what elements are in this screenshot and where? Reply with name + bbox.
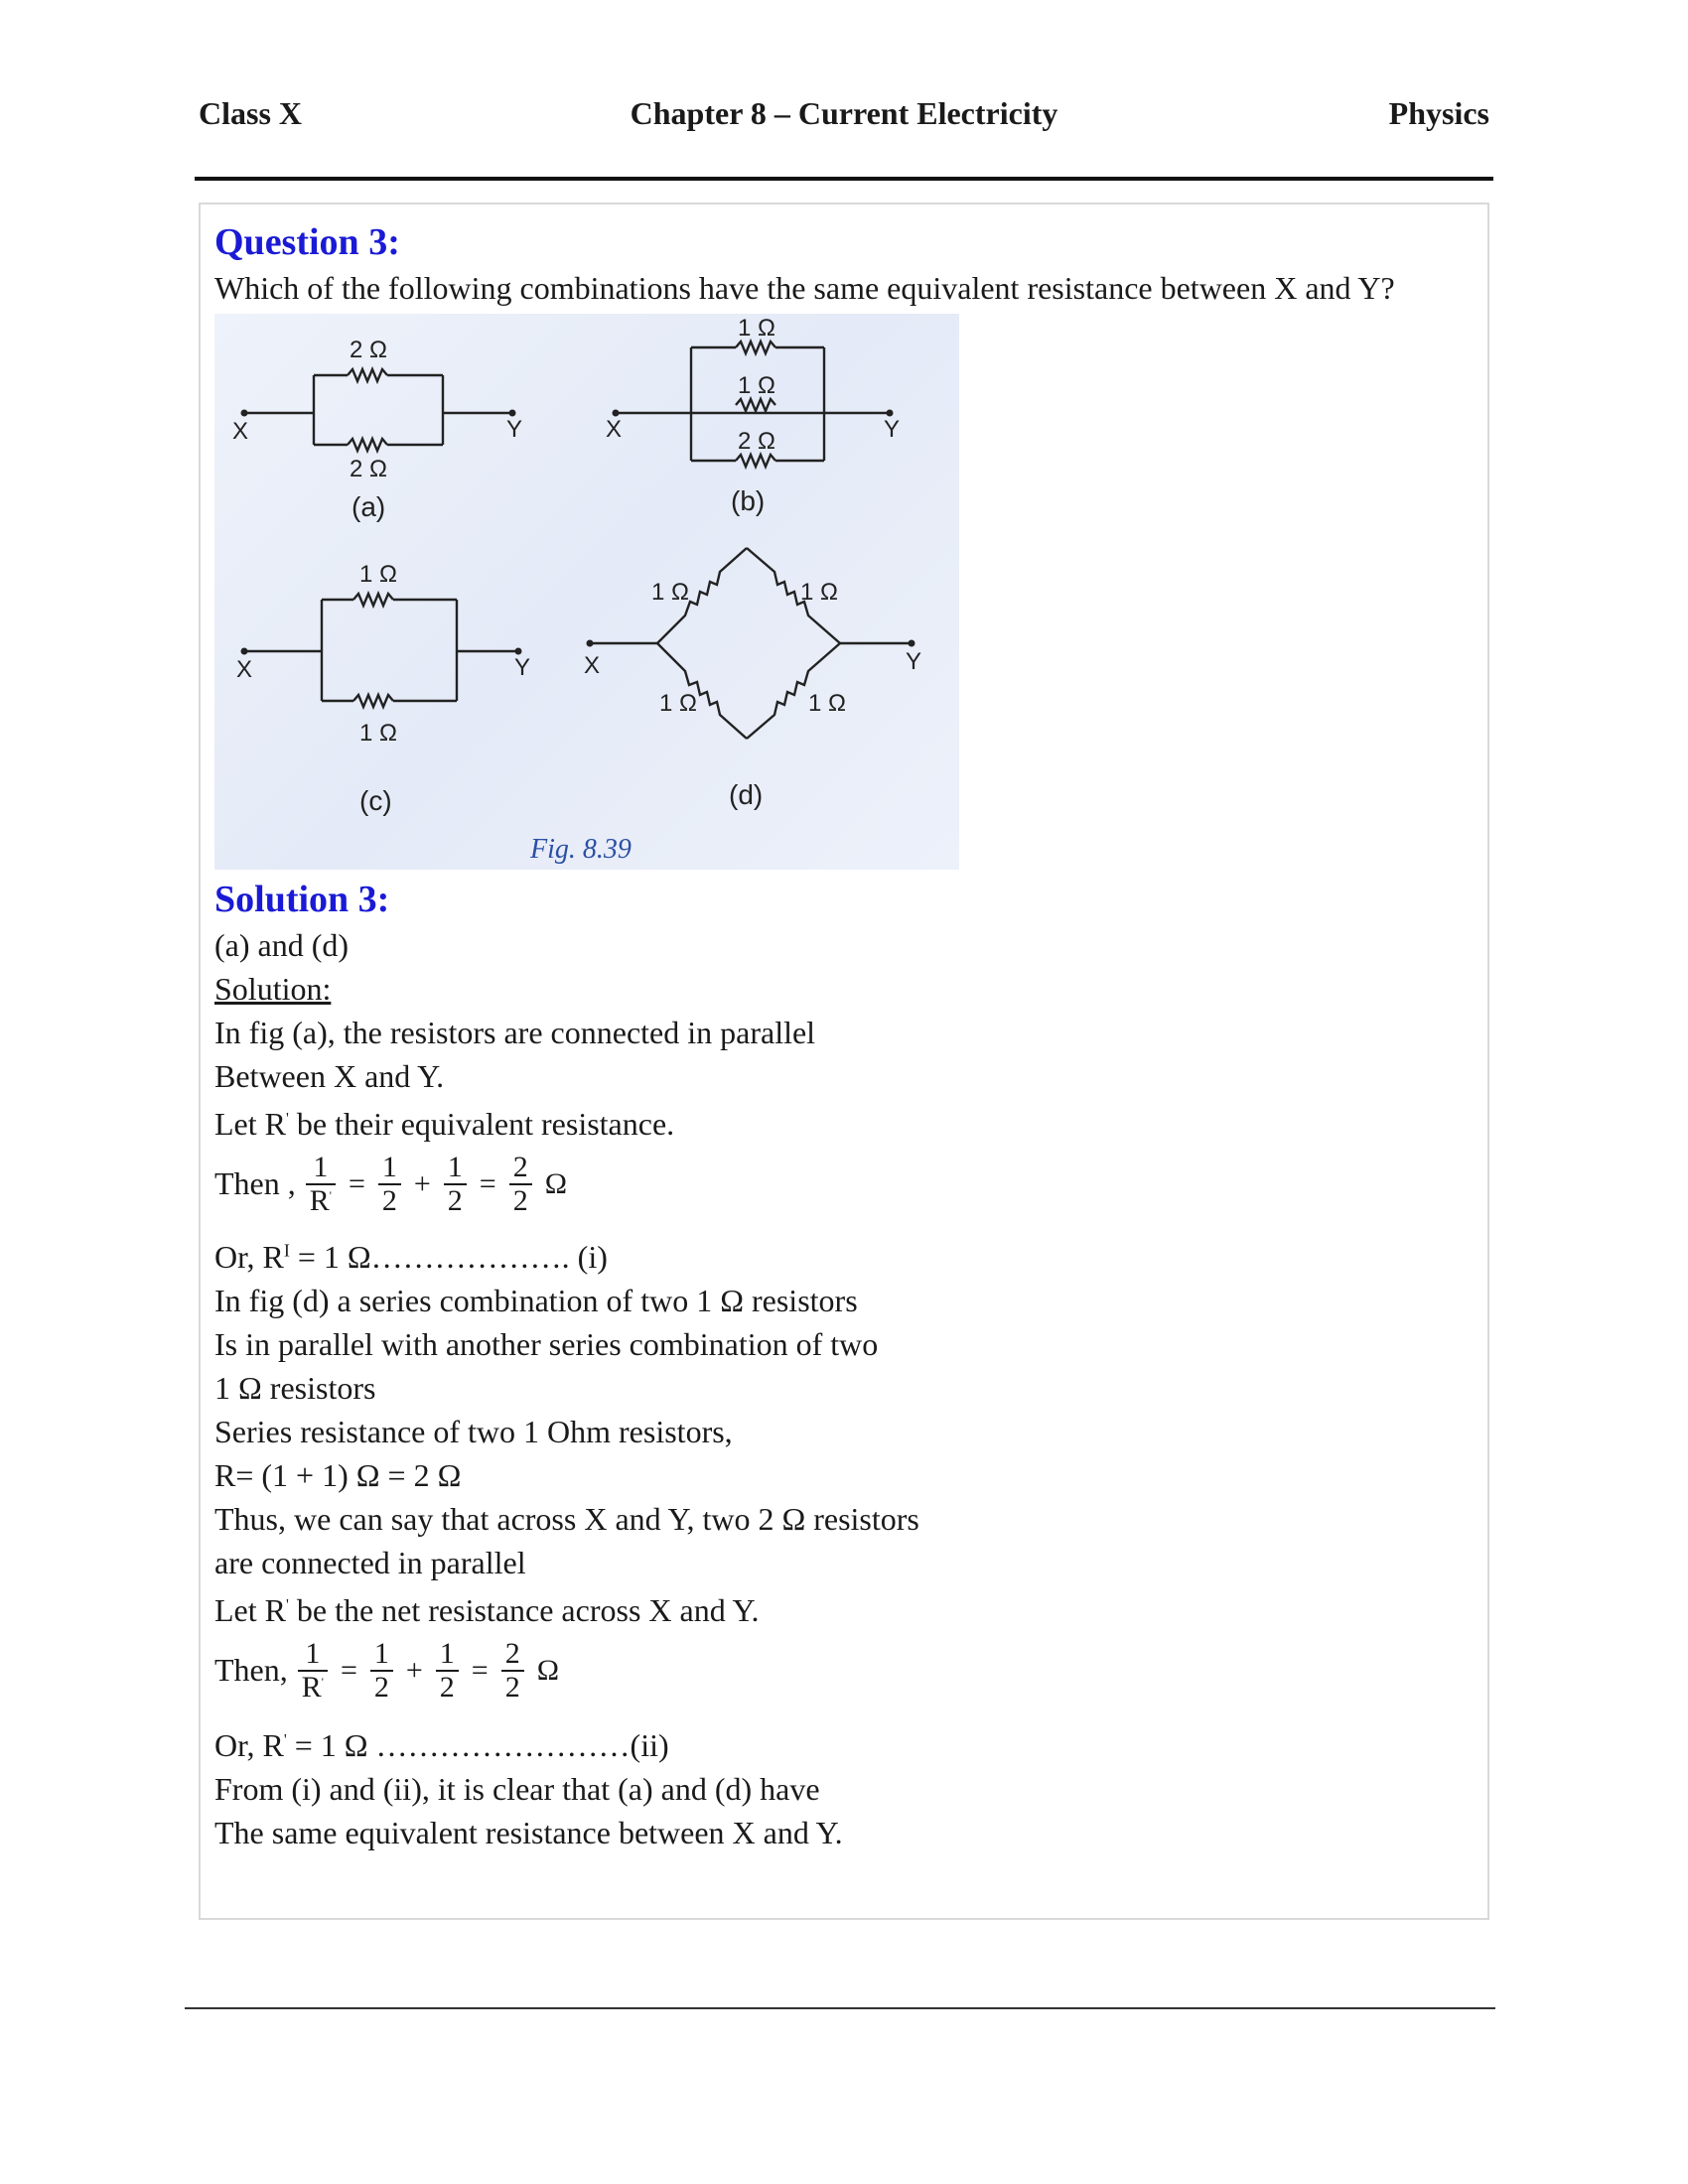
label-d-tr: 1 Ω xyxy=(800,579,838,606)
eq1-frac-lhs: $\frac{1}{R'}$ xyxy=(306,1152,336,1216)
figure-caption: Fig. 8.39 xyxy=(530,834,632,865)
solution-line-2: Between X and Y. xyxy=(214,1058,445,1094)
solution-line-7: Is in parallel with another series combination of two xyxy=(214,1326,879,1362)
solution-line-12: are connected in parallel xyxy=(214,1545,526,1580)
label-b-bottom: 2 Ω xyxy=(738,428,775,455)
label-c-x: X xyxy=(236,656,253,683)
eq2-plus: + xyxy=(405,1653,423,1687)
solution-line-13 xyxy=(214,1592,760,1629)
solution-answer: (a) and (d) xyxy=(214,927,350,963)
label-c-top: 1 Ω xyxy=(359,561,397,588)
line-5-sup: I xyxy=(283,1240,290,1261)
eq2-equals-2: = xyxy=(471,1653,489,1687)
eq2-frac-b: $\frac{1}{2}$ xyxy=(436,1638,459,1703)
equation-1 xyxy=(214,1152,570,1216)
eq2-frac-result: $\frac{2}{2}$ xyxy=(501,1638,524,1703)
label-b-mid: 1 Ω xyxy=(738,372,775,399)
eq2-then: Then, xyxy=(214,1652,288,1688)
solution-heading: Solution: xyxy=(214,971,332,1007)
circuit-diagrams xyxy=(214,314,959,870)
label-a: (a) xyxy=(352,491,386,522)
label-b-y: Y xyxy=(884,416,901,443)
line-5-pre: Or, R xyxy=(214,1239,284,1275)
solution-line-9: Series resistance of two 1 Ohm resistors, xyxy=(214,1414,733,1449)
line-3-rest: be their equivalent resistance. xyxy=(296,1106,675,1142)
label-b-top: 1 Ω xyxy=(738,315,775,341)
label-d: (d) xyxy=(729,779,764,810)
solution-line-1: In fig (a), the resistors are connected in parallel xyxy=(214,1015,816,1050)
label-c-bottom: 1 Ω xyxy=(359,720,397,747)
equation-2 xyxy=(214,1638,562,1703)
label-b-x: X xyxy=(606,416,623,443)
line-15-pre: Or, R xyxy=(214,1727,284,1763)
solution-line-3 xyxy=(214,1106,674,1143)
eq1-ohm: Ω xyxy=(544,1166,567,1200)
label-a-top: 2 Ω xyxy=(350,337,387,363)
header-rule xyxy=(195,177,1493,181)
prime-mark-2: ' xyxy=(285,1596,289,1614)
eq1-frac-result: $\frac{2}{2}$ xyxy=(509,1152,532,1216)
solution-line-16: From (i) and (ii), it is clear that (a) and (d) have xyxy=(214,1771,820,1807)
eq2-equals: = xyxy=(340,1653,357,1687)
label-d-bl: 1 Ω xyxy=(659,690,697,717)
label-b: (b) xyxy=(731,485,766,516)
line-5-post: = 1 Ω………………. (i) xyxy=(297,1239,608,1275)
circuit-figure xyxy=(214,314,959,870)
eq1-then: Then , xyxy=(214,1165,296,1201)
r-prime-let: Let R xyxy=(214,1106,286,1142)
label-d-x: X xyxy=(584,652,601,679)
solution-line-8: 1 Ω resistors xyxy=(214,1370,376,1406)
label-d-br: 1 Ω xyxy=(808,690,846,717)
header-chapter: Chapter 8 – Current Electricity xyxy=(630,95,1058,131)
header-subject: Physics xyxy=(1388,95,1489,131)
eq2-frac-a: $\frac{1}{2}$ xyxy=(370,1638,393,1703)
solution-line-17: The same equivalent resistance between X and Y. xyxy=(214,1815,843,1850)
eq2-frac-lhs: $\frac{1}{R'}$ xyxy=(298,1638,328,1703)
solution-line-5 xyxy=(214,1239,608,1276)
solution-line-11: Thus, we can say that across X and Y, two 2 Ω resistors xyxy=(214,1501,919,1537)
header-class: Class X xyxy=(199,95,303,131)
label-d-tl: 1 Ω xyxy=(651,579,689,606)
label-a-bottom: 2 Ω xyxy=(350,456,387,482)
prime-mark: ' xyxy=(285,1110,289,1128)
label-a-y: Y xyxy=(506,416,523,443)
eq2-ohm: Ω xyxy=(536,1653,559,1687)
label-a-x: X xyxy=(232,418,249,445)
solution-line-6: In fig (d) a series combination of two 1 Ω resistors xyxy=(214,1283,858,1318)
solution-line-15 xyxy=(214,1727,669,1764)
solution-line-10: R= (1 + 1) Ω = 2 Ω xyxy=(214,1457,462,1493)
page-header xyxy=(199,95,1489,145)
solution-title: Solution 3: xyxy=(214,879,390,920)
question-title: Question 3: xyxy=(214,221,400,263)
eq1-plus: + xyxy=(413,1166,431,1200)
question-text: Which of the following combinations have the same equivalent resistance between X and Y? xyxy=(214,270,1395,306)
label-c: (c) xyxy=(359,785,392,816)
line-15-post: = 1 Ω ……………………(ii) xyxy=(294,1727,669,1763)
line-13-pre: Let R xyxy=(214,1592,286,1628)
eq1-frac-a: $\frac{1}{2}$ xyxy=(378,1152,401,1216)
eq1-equals: = xyxy=(348,1166,365,1200)
prime-mark-3: ' xyxy=(283,1731,287,1749)
label-d-y: Y xyxy=(906,648,922,675)
eq1-frac-b: $\frac{1}{2}$ xyxy=(444,1152,467,1216)
eq1-equals-2: = xyxy=(479,1166,496,1200)
line-13-post: be the net resistance across X and Y. xyxy=(296,1592,760,1628)
label-c-y: Y xyxy=(514,654,531,681)
footer-rule xyxy=(185,2007,1495,2009)
